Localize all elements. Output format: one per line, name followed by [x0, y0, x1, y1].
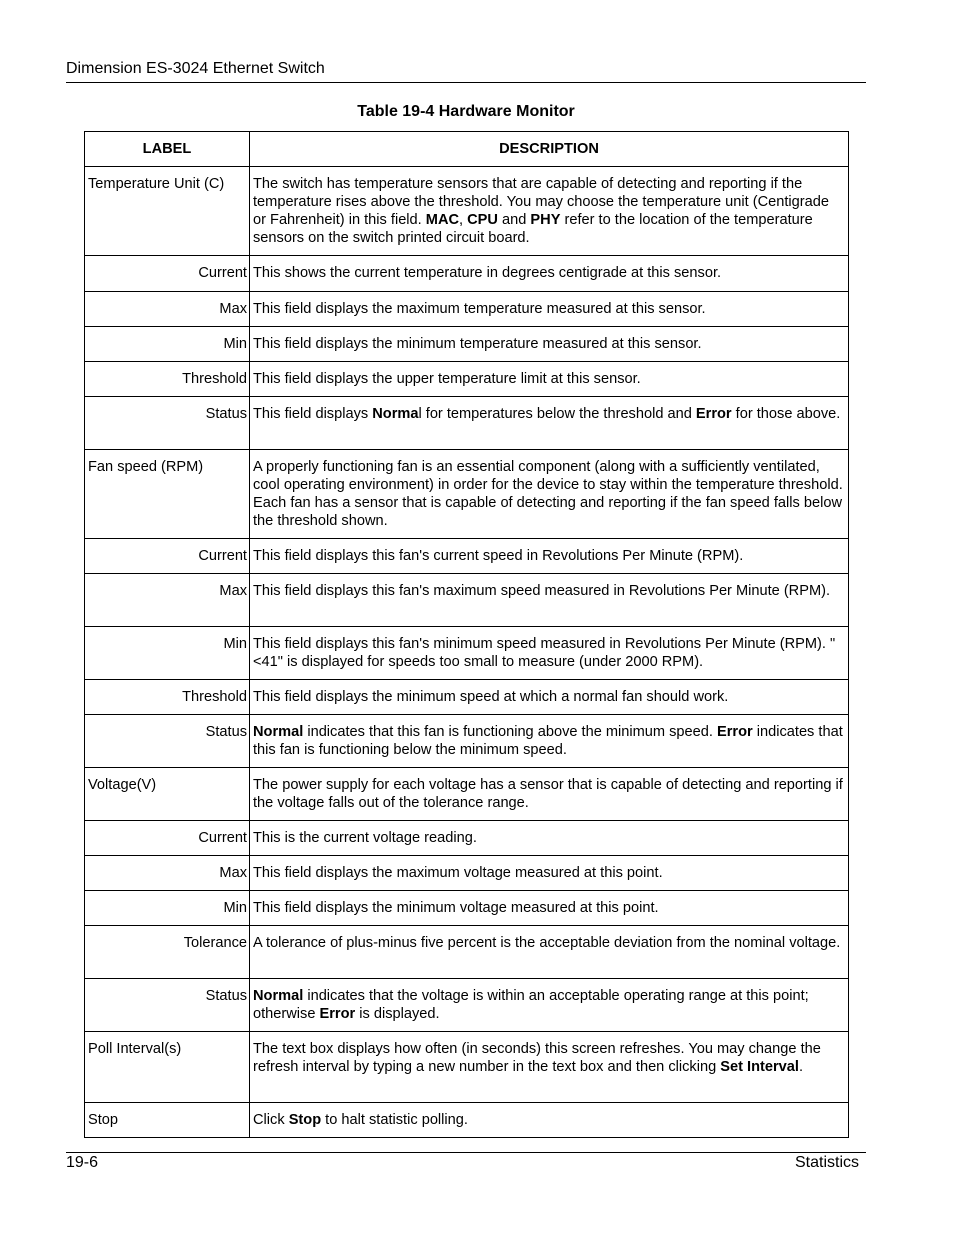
bold-term: Error: [319, 1006, 356, 1022]
row-label: Status: [85, 397, 250, 450]
row-description: [250, 891, 849, 926]
description-text: A properly functioning fan is an essential component (along with a sufficiently ventilated, cool operating environment) in order for the device to stay within the temperature threshold. Each fan has a sensor that is capable of detecting and reporting if the fan speed falls below the threshold shown.: [253, 459, 843, 529]
description-text: The power supply for each voltage has a sensor that is capable of detecting and reporting if the voltage falls out of the tolerance range.: [253, 777, 843, 811]
table-row: [85, 821, 849, 856]
table-header-row: [85, 132, 849, 167]
bold-term: Error: [695, 406, 732, 422]
description-text: A tolerance of plus-minus five percent is the acceptable deviation from the nominal voltage.: [253, 935, 841, 951]
header-rule: [66, 82, 866, 83]
row-label: Voltage(V): [85, 768, 250, 821]
table-row: [85, 397, 849, 450]
table-row: [85, 768, 849, 821]
hardware-monitor-table: [84, 131, 849, 1138]
row-description: [250, 821, 849, 856]
table-row: [85, 327, 849, 362]
description-text: This field displays the minimum voltage measured at this point.: [253, 900, 659, 916]
table-body: [85, 167, 849, 1138]
column-header-label: LABEL: [85, 132, 250, 167]
description-text: l for temperatures below the threshold and: [418, 406, 696, 422]
description-text: indicates that the voltage is within an acceptable operating range at this point; otherwise: [253, 988, 809, 1022]
row-description: [250, 292, 849, 327]
running-header: Dimension ES-3024 Ethernet Switch: [66, 60, 325, 77]
description-text: This field displays the minimum speed at which a normal fan should work.: [253, 689, 729, 705]
table-row: [85, 891, 849, 926]
row-label: Current: [85, 256, 250, 292]
description-text: indicates that this fan is functioning below the minimum speed.: [253, 724, 843, 758]
table-row: [85, 680, 849, 715]
column-header-description: DESCRIPTION: [250, 132, 849, 167]
bold-term: Norma: [372, 406, 419, 422]
table-row: [85, 574, 849, 627]
description-text: refer to the location of the temperature sensors on the switch printed circuit board.: [253, 212, 813, 246]
row-label: Threshold: [85, 680, 250, 715]
row-label: Tolerance: [85, 926, 250, 979]
description-text: This field displays this fan's current speed in Revolutions Per Minute (RPM).: [253, 548, 744, 564]
table-row: [85, 167, 849, 256]
bold-term: Error: [717, 724, 753, 740]
row-description: [250, 539, 849, 574]
row-description: [250, 574, 849, 627]
bold-term: Set Interval: [720, 1059, 799, 1075]
description-text: This is the current voltage reading.: [253, 830, 477, 846]
bold-term: Stop: [288, 1112, 322, 1128]
row-description: [250, 450, 849, 539]
description-text: This field displays the maximum temperature measured at this sensor.: [253, 301, 706, 317]
table-row: [85, 256, 849, 292]
description-text: .: [798, 1059, 804, 1075]
description-text: This field displays the minimum temperature measured at this sensor.: [253, 336, 702, 352]
description-text: and: [497, 212, 531, 228]
bold-term: CPU: [467, 212, 498, 228]
description-text: Click: [253, 1112, 289, 1128]
row-description: [250, 256, 849, 292]
section-name: Statistics: [794, 1154, 859, 1171]
row-description: [250, 856, 849, 891]
page-number: 19-6: [66, 1154, 99, 1171]
description-text: ,: [459, 212, 468, 228]
row-description: [250, 362, 849, 397]
row-label: Max: [85, 292, 250, 327]
row-description: [250, 768, 849, 821]
row-label: Status: [85, 715, 250, 768]
description-text: The text box displays how often (in seconds) this screen refreshes. You may change the refresh interval by typing a new number in the text box and then clicking: [253, 1041, 821, 1075]
description-text: to halt statistic polling.: [321, 1112, 468, 1128]
row-description: [250, 680, 849, 715]
table-row: [85, 856, 849, 891]
description-text: This field displays the maximum voltage measured at this point.: [253, 865, 663, 881]
bold-term: PHY: [530, 212, 561, 228]
description-text: for those above.: [731, 406, 841, 422]
table-row: [85, 926, 849, 979]
table-row: [85, 539, 849, 574]
bold-term: Normal: [253, 724, 304, 740]
footer-rule: [66, 1152, 866, 1153]
table-row: [85, 627, 849, 680]
row-label: Min: [85, 327, 250, 362]
bold-term: MAC: [425, 212, 460, 228]
row-label: Status: [85, 979, 250, 1032]
row-label: Temperature Unit (C): [85, 167, 250, 256]
description-text: indicates that this fan is functioning above the minimum speed.: [303, 724, 718, 740]
row-label: Poll Interval(s): [85, 1032, 250, 1103]
table-title: Table 19-4 Hardware Monitor: [357, 103, 575, 120]
row-description: [250, 167, 849, 256]
row-description: [250, 397, 849, 450]
description-text: is displayed.: [355, 1006, 440, 1022]
bold-term: Normal: [253, 988, 304, 1004]
row-label: Max: [85, 856, 250, 891]
description-text: This field displays this fan's maximum speed measured in Revolutions Per Minute (RPM).: [253, 583, 831, 599]
row-description: [250, 715, 849, 768]
table-row: [85, 362, 849, 397]
description-text: This field displays this fan's minimum speed measured in Revolutions Per Minute (RPM). "<41" is displayed for speeds too small to measure (under 2000 RPM).: [253, 636, 836, 670]
row-label: Current: [85, 821, 250, 856]
table-row: [85, 979, 849, 1032]
row-label: Max: [85, 574, 250, 627]
description-text: This shows the current temperature in degrees centigrade at this sensor.: [253, 265, 722, 281]
row-description: [250, 1032, 849, 1103]
row-description: [250, 327, 849, 362]
row-description: [250, 979, 849, 1032]
description-text: This field displays: [253, 406, 373, 422]
row-label: Current: [85, 539, 250, 574]
description-text: This field displays the upper temperature limit at this sensor.: [253, 371, 641, 387]
table-row: [85, 450, 849, 539]
row-description: [250, 1103, 849, 1138]
row-description: [250, 926, 849, 979]
table-row: [85, 1032, 849, 1103]
table-row: [85, 715, 849, 768]
row-label: Threshold: [85, 362, 250, 397]
row-label: Fan speed (RPM): [85, 450, 250, 539]
row-description: [250, 627, 849, 680]
table-row: [85, 1103, 849, 1138]
table-row: [85, 292, 849, 327]
row-label: Stop: [85, 1103, 250, 1138]
row-label: Min: [85, 891, 250, 926]
row-label: Min: [85, 627, 250, 680]
description-text: The switch has temperature sensors that are capable of detecting and reporting if the temperature rises above the threshold. You may choose the temperature unit (Centigrade or Fahrenheit) in this field.: [253, 176, 829, 228]
